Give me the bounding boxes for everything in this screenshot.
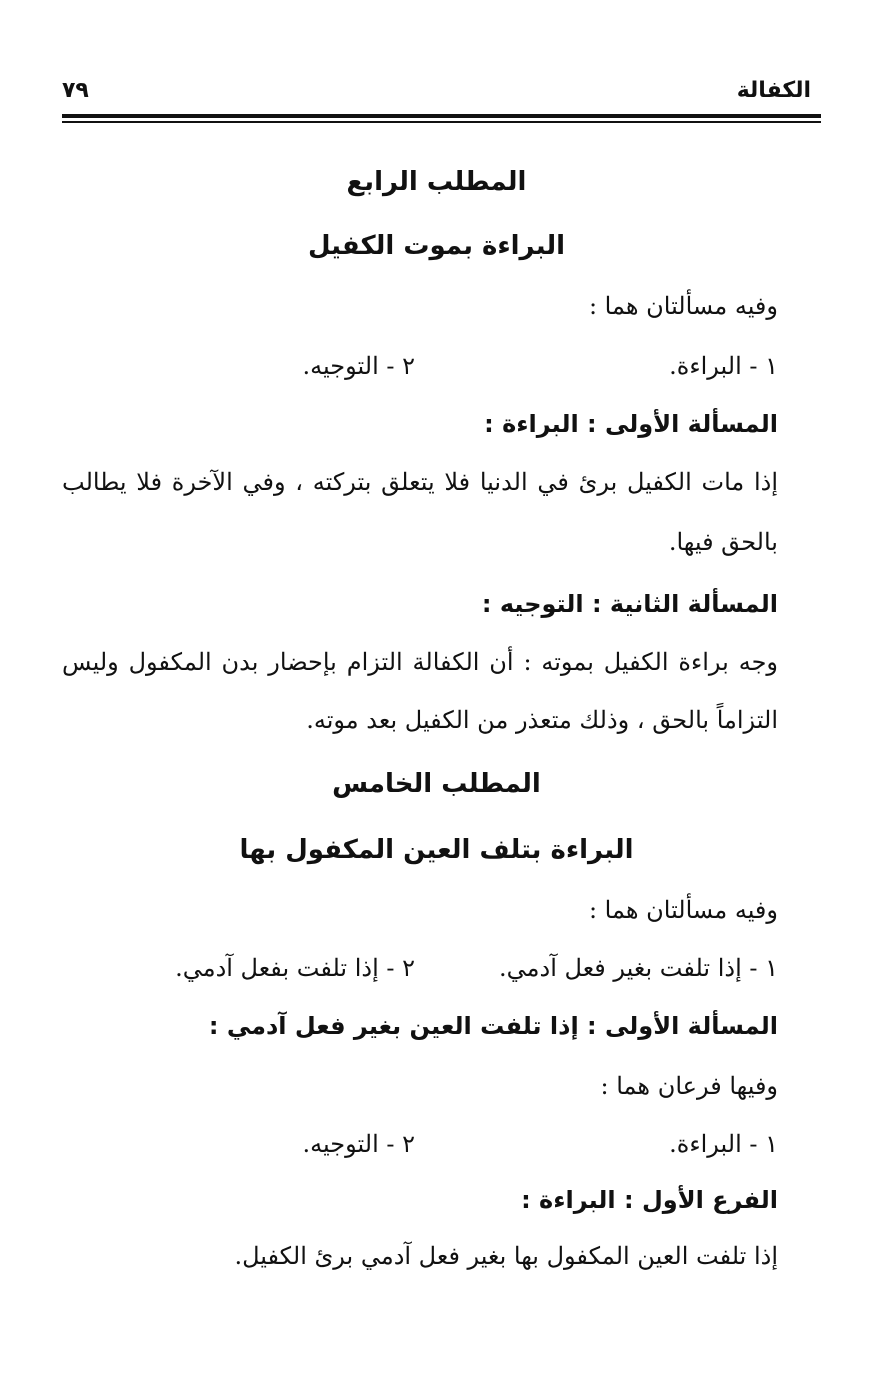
section-subheading: البراءة بموت الكفيل	[307, 231, 566, 261]
question-title: المسألة الأولى : البراءة :	[484, 410, 778, 438]
section-heading: المطلب الرابع	[346, 167, 527, 197]
section-heading: المطلب الخامس	[332, 769, 541, 799]
branch-title: الفرع الأول : البراءة :	[521, 1186, 778, 1214]
intro-text: وفيها فرعان هما :	[600, 1072, 778, 1100]
header-rule-thin	[62, 121, 821, 123]
intro-text: وفيه مسألتان هما :	[588, 896, 778, 924]
list-item: ١ - البراءة.	[669, 352, 778, 380]
list-item: ٢ - التوجيه.	[302, 1130, 415, 1158]
list-item: ٢ - التوجيه.	[302, 352, 415, 380]
section-subheading: البراءة بتلف العين المكفول بها	[239, 835, 634, 865]
paragraph-line: التزاماً بالحق ، وذلك متعذر من الكفيل بعد موته.	[306, 706, 778, 734]
running-header	[62, 78, 811, 112]
list-item: ٢ - إذا تلفت بفعل آدمي.	[175, 954, 415, 982]
paragraph-line: بالحق فيها.	[668, 528, 778, 556]
list-item: ١ - البراءة.	[669, 1130, 778, 1158]
header-rule-thick	[62, 114, 821, 118]
paragraph-line: إذا مات الكفيل برئ في الدنيا فلا يتعلق بتركته ، وفي الآخرة فلا يطالب	[62, 468, 779, 496]
list-item: ١ - إذا تلفت بغير فعل آدمي.	[499, 954, 778, 982]
question-title: المسألة الثانية : التوجيه :	[481, 590, 778, 618]
page-number: ٧٩	[62, 78, 89, 103]
intro-text: وفيه مسألتان هما :	[588, 292, 778, 320]
paragraph-line: وجه براءة الكفيل بموته : أن الكفالة التزام بإحضار بدن المكفول وليس	[62, 648, 778, 676]
running-title: الكفالة	[736, 78, 811, 103]
question-title: المسألة الأولى : إذا تلفت العين بغير فعل آدمي :	[208, 1012, 778, 1040]
paragraph-line: إذا تلفت العين المكفول بها بغير فعل آدمي برئ الكفيل.	[234, 1242, 778, 1270]
